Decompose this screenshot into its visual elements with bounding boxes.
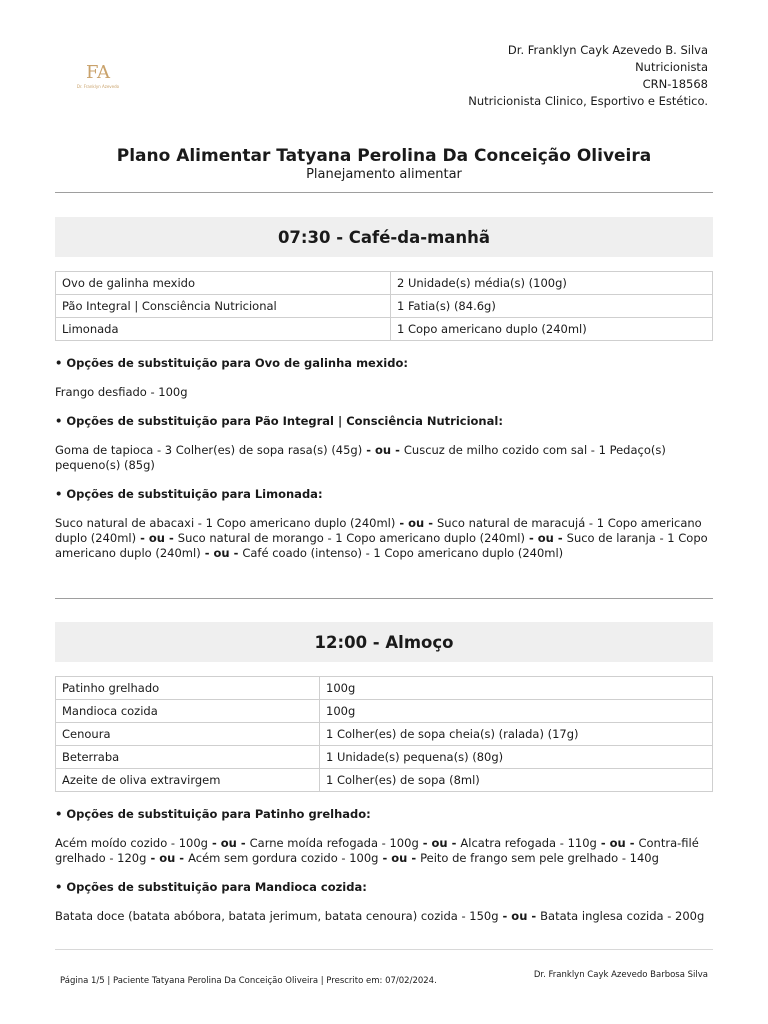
- doctor-specialty: Nutricionista Clinico, Esportivo e Estético.: [468, 94, 708, 108]
- food-cell: Pão Integral | Consciência Nutricional: [56, 295, 391, 318]
- substitutions-lunch: [55, 807, 715, 924]
- document-subtitle: Planejamento alimentar: [306, 167, 462, 182]
- substitution-options: [55, 385, 715, 400]
- food-cell: Patinho grelhado: [56, 677, 320, 700]
- substitutions-breakfast: [55, 356, 715, 561]
- substitution-options: [55, 909, 715, 924]
- or-separator: - ou -: [395, 516, 437, 530]
- or-separator: - ou -: [418, 836, 461, 850]
- substitution-heading: • Opções de substituição para Patinho grelhado:: [55, 807, 371, 821]
- substitution-options: [55, 516, 715, 561]
- meal-header-breakfast: 07:30 - Café-da-manhã: [55, 217, 713, 257]
- substitution-heading: • Opções de substituição para Ovo de galinha mexido:: [55, 356, 408, 370]
- meal-header-lunch: 12:00 - Almoço: [55, 622, 713, 662]
- food-cell: Limonada: [56, 318, 391, 341]
- food-cell: Azeite de oliva extravirgem: [56, 769, 320, 792]
- footer-divider: [55, 949, 713, 950]
- amount-cell: 1 Copo americano duplo (240ml): [391, 318, 713, 341]
- substitution-heading: • Opções de substituição para Limonada:: [55, 487, 323, 501]
- doctor-info: [468, 42, 708, 110]
- substitution-option: Goma de tapioca - 3 Colher(es) de sopa rasa(s) (45g): [55, 443, 363, 457]
- amount-cell: 100g: [320, 700, 713, 723]
- food-cell: Mandioca cozida: [56, 700, 320, 723]
- substitution-option: Cuscuz de milho cozido com sal - 1 Pedaço(s) pequeno(s) (85g): [55, 443, 666, 472]
- or-separator: - ou -: [378, 851, 421, 865]
- or-separator: - ou -: [136, 531, 178, 545]
- substitution-option: Peito de frango sem pele grelhado - 140g: [420, 851, 659, 865]
- meal-table-breakfast: [55, 271, 713, 341]
- table-row: [56, 746, 713, 769]
- title-divider: [55, 192, 713, 193]
- substitution-option: Batata doce (batata abóbora, batata jerimum, batata cenoura) cozida - 150g: [55, 909, 499, 923]
- clinic-logo: [62, 40, 134, 112]
- doctor-name: Dr. Franklyn Cayk Azevedo B. Silva: [507, 43, 708, 57]
- substitution-option: Café coado (intenso) - 1 Copo americano duplo (240ml): [242, 546, 564, 560]
- substitution-option: Frango desfiado - 100g: [55, 385, 188, 399]
- table-row: [56, 318, 713, 341]
- substitution-option: Suco natural de abacaxi - 1 Copo americano duplo (240ml): [55, 516, 396, 530]
- table-row: [56, 769, 713, 792]
- or-separator: - ou -: [146, 851, 189, 865]
- substitution-heading: • Opções de substituição para Pão Integral | Consciência Nutricional:: [55, 414, 503, 428]
- substitution-option: Acém sem gordura cozido - 100g: [188, 851, 379, 865]
- amount-cell: 1 Unidade(s) pequena(s) (80g): [320, 746, 713, 769]
- doctor-crn: CRN-18568: [642, 77, 708, 91]
- or-separator: - ou -: [362, 443, 404, 457]
- substitution-option: Alcatra refogada - 110g: [460, 836, 597, 850]
- food-cell: Ovo de galinha mexido: [56, 272, 391, 295]
- document-title-block: [55, 145, 713, 183]
- document-title: Plano Alimentar Tatyana Perolina Da Conceição Oliveira: [116, 146, 652, 166]
- or-separator: - ou -: [524, 531, 567, 545]
- substitution-option: Suco natural de maracujá - 1 Copo americano duplo (240ml): [55, 516, 702, 545]
- logo-caption: Dr. Franklyn Azevedo: [76, 84, 120, 89]
- substitution-option: Contra-filé grelhado - 120g: [55, 836, 699, 865]
- substitution-option: Batata inglesa cozida - 200g: [540, 909, 705, 923]
- substitution-option: Suco de laranja - 1 Copo americano duplo (240ml): [55, 531, 708, 560]
- table-row: [56, 295, 713, 318]
- amount-cell: 1 Colher(es) de sopa cheia(s) (ralada) (17g): [320, 723, 713, 746]
- or-separator: - ou -: [596, 836, 639, 850]
- substitution-option: Carne moída refogada - 100g: [249, 836, 419, 850]
- amount-cell: 1 Colher(es) de sopa (8ml): [320, 769, 713, 792]
- table-row: [56, 677, 713, 700]
- table-row: [56, 272, 713, 295]
- or-separator: - ou -: [207, 836, 250, 850]
- food-cell: Beterraba: [56, 746, 320, 769]
- meal-table-lunch: [55, 676, 713, 792]
- amount-cell: 100g: [320, 677, 713, 700]
- substitution-heading: • Opções de substituição para Mandioca cozida:: [55, 880, 367, 894]
- logo-emblem-icon: [62, 40, 134, 112]
- substitution-options: [55, 836, 715, 866]
- footer-page-info: Página 1/5 | Paciente Tatyana Perolina Da Conceição Oliveira | Prescrito em: 07/02/2024.: [60, 976, 437, 986]
- table-row: [56, 723, 713, 746]
- doctor-role: Nutricionista: [635, 60, 708, 74]
- table-row: [56, 700, 713, 723]
- amount-cell: 1 Fatia(s) (84.6g): [391, 295, 713, 318]
- substitution-options: [55, 443, 715, 473]
- substitution-option: Acém moído cozido - 100g: [55, 836, 208, 850]
- substitution-option: Suco natural de morango - 1 Copo americano duplo (240ml): [177, 531, 525, 545]
- logo-initials: FA: [86, 62, 110, 83]
- meal-divider: [55, 598, 713, 599]
- footer-signature: Dr. Franklyn Cayk Azevedo Barbosa Silva: [533, 970, 708, 980]
- food-cell: Cenoura: [56, 723, 320, 746]
- amount-cell: 2 Unidade(s) média(s) (100g): [391, 272, 713, 295]
- or-separator: - ou -: [200, 546, 243, 560]
- or-separator: - ou -: [498, 909, 541, 923]
